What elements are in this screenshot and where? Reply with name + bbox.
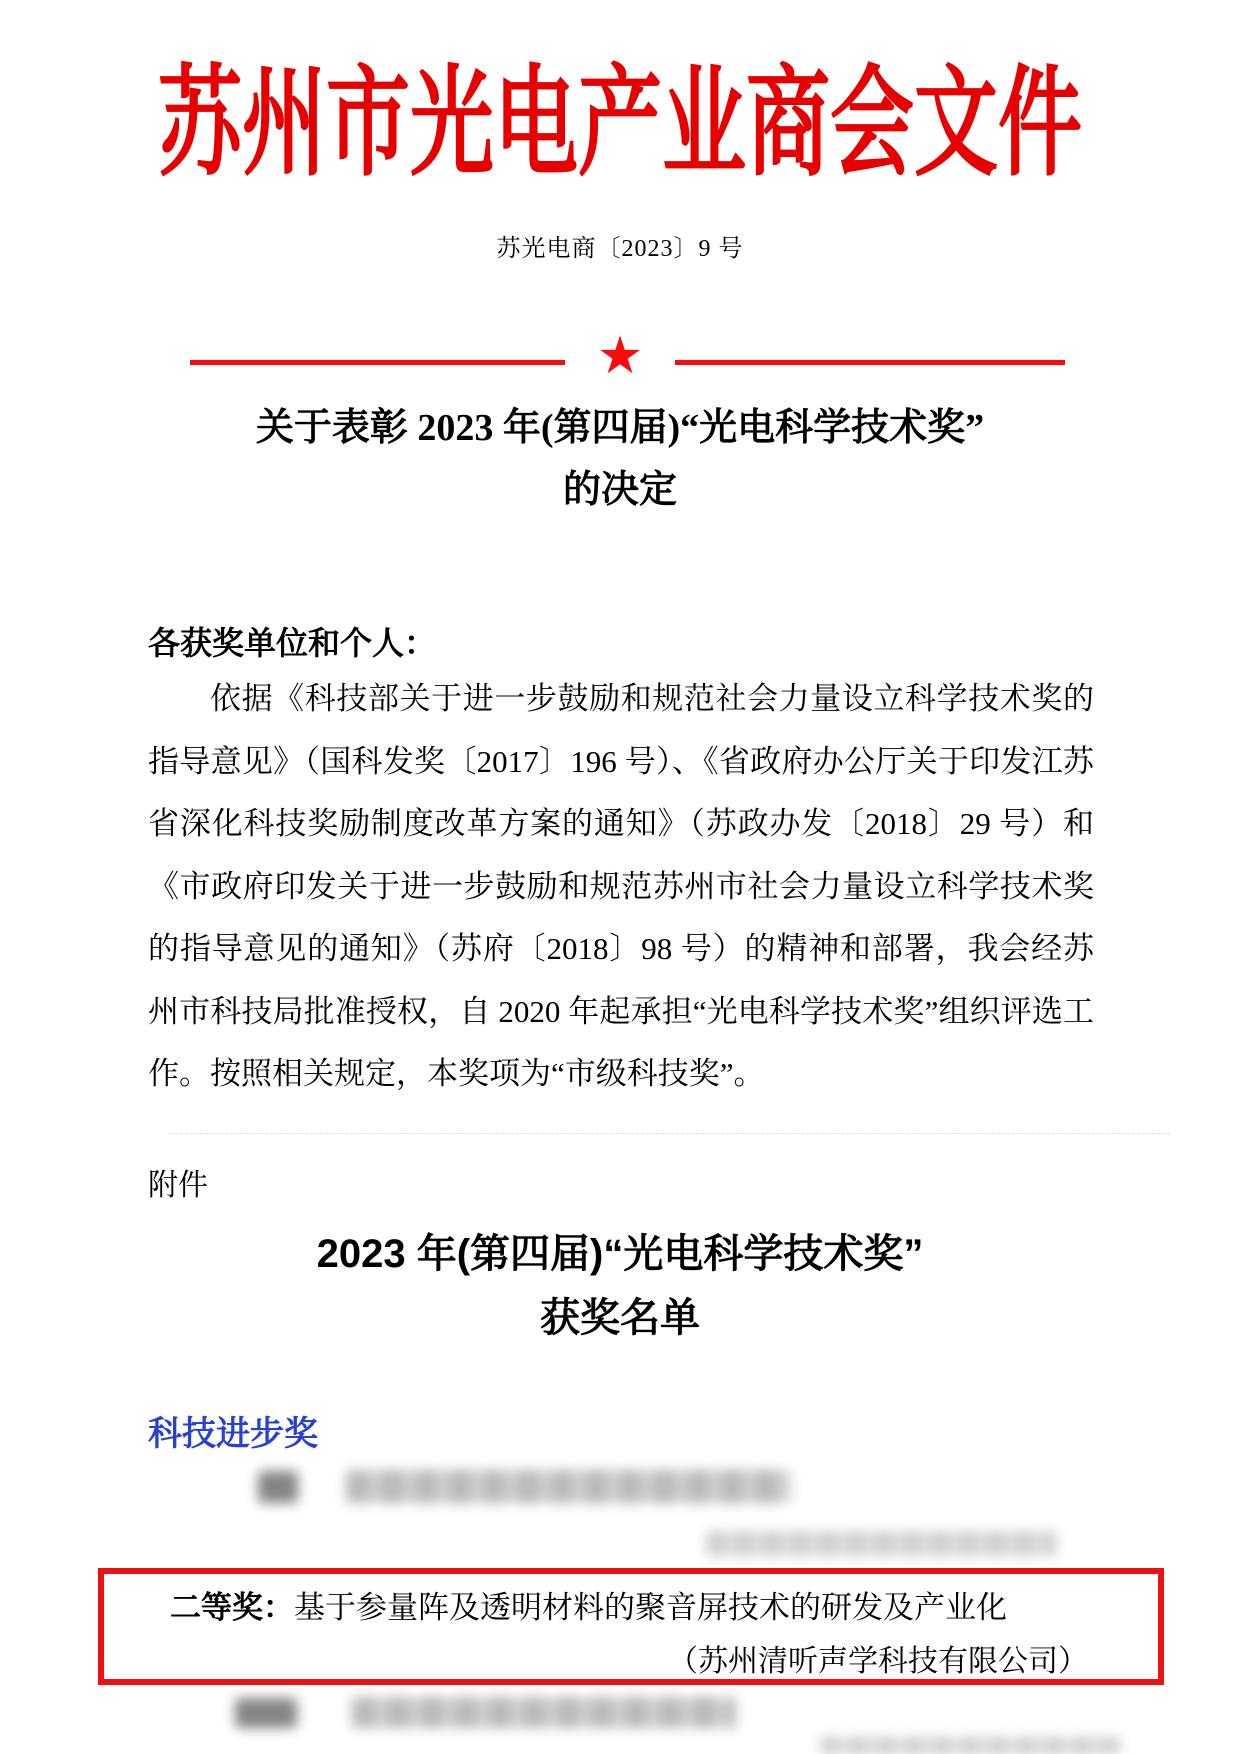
redacted-project-blur xyxy=(346,1470,790,1503)
doc-number: 苏光电商〔2023〕9 号 xyxy=(496,236,744,262)
award-list-title-line2: 获奖名单 xyxy=(540,1296,700,1340)
award-company-name: （苏州清听声学科技有限公司） xyxy=(668,1645,1088,1678)
highlight-box xyxy=(98,1568,1164,1685)
redacted-grade-blur xyxy=(258,1471,298,1503)
divider-line-left xyxy=(190,360,565,365)
award-entry-line xyxy=(170,1582,1007,1627)
attachment-label: 附件 xyxy=(148,1169,208,1202)
divider-line-right xyxy=(675,360,1065,365)
faint-page-separator xyxy=(170,1133,1170,1134)
award-project-title: 基于参量阵及透明材料的聚音屏技术的研发及产业化 xyxy=(294,1590,1007,1625)
redacted-grade-blur-2 xyxy=(235,1698,297,1728)
star-icon: ★ xyxy=(596,326,644,386)
award-category: 科技进步奖 xyxy=(148,1415,318,1453)
redacted-company-blur xyxy=(706,1531,1056,1556)
decision-title-line1: 关于表彰 2023 年(第四届)“光电科学技术奖” xyxy=(255,407,985,449)
salutation: 各获奖单位和个人： xyxy=(148,625,437,661)
decision-title-line2: 的决定 xyxy=(562,469,677,511)
decision-body-paragraph: 依据《科技部关于进一步鼓励和规范社会力量设立科学技术奖的指导意见》（国科发奖〔2017〕196 号）、《省政府办公厅关于印发江苏省深化科技奖励制度改革方案的通知》（苏政办发〔2018〕29 号）和《市政府印发关于进一步鼓励和规范苏州市社会力量设立科学技术奖的指导意见的通知》（苏府〔2018〕98 号）的精神和部署，我会经苏州市科技局批准授权，自 2020 年起承担“光电科学技术奖”组织评选工作。按照相关规定，本奖项为“市级科技奖”。 xyxy=(148,681,1094,1091)
org-title: 苏州市光电产业商会文件 xyxy=(157,58,1082,191)
redacted-company-blur-2 xyxy=(820,1737,1120,1754)
award-grade-label: 二等奖： xyxy=(170,1590,294,1625)
award-list-title-line1: 2023 年(第四届)“光电科学技术奖” xyxy=(316,1232,924,1276)
redacted-project-blur-2 xyxy=(352,1697,736,1728)
letterhead xyxy=(0,58,1240,191)
